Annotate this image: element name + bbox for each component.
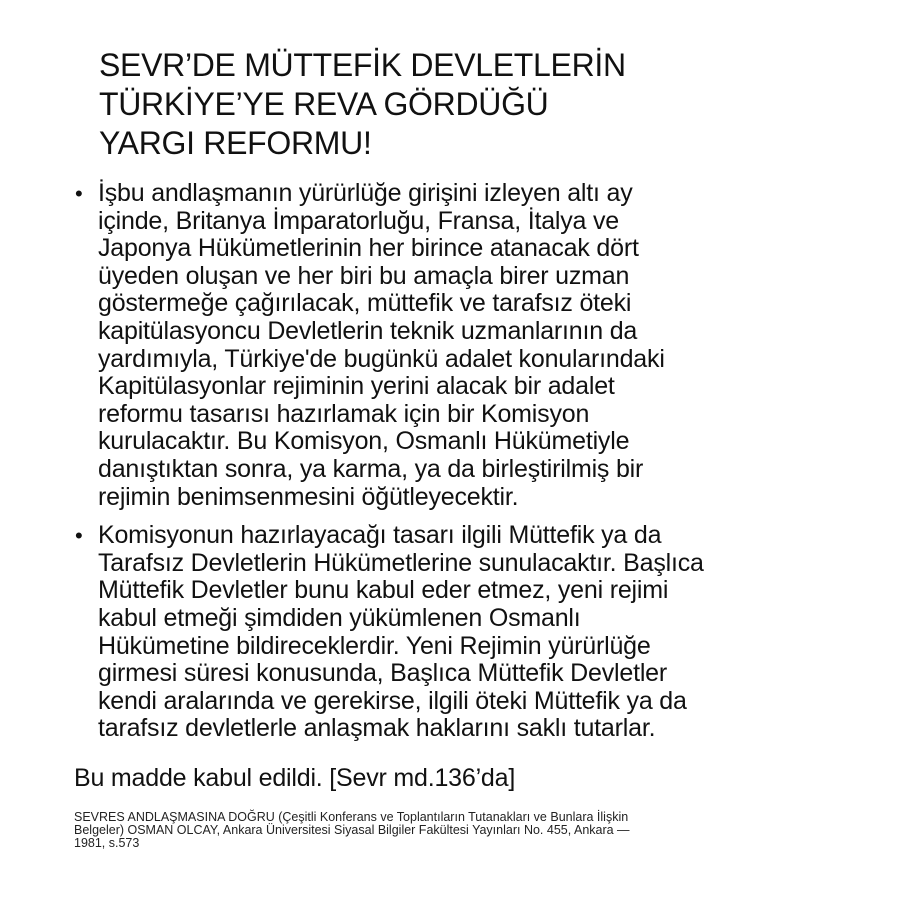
- bullet-text-line: rejimin benimsenmesini öğütleyecektir.: [98, 482, 519, 511]
- bullet-text-line: Japonya Hükümetlerinin her birince atanacak dört: [98, 234, 639, 263]
- bullet-text-line: içinde, Britanya İmparatorluğu, Fransa, İtalya ve: [98, 206, 620, 235]
- bullet-text-line: girmesi süresi konusunda, Başlıca Müttefik Devletler: [98, 659, 668, 688]
- title-line: TÜRKİYE’YE REVA GÖRDÜĞÜ: [99, 86, 549, 122]
- title-line: YARGI REFORMU!: [99, 125, 372, 161]
- bullet-icon: •: [75, 523, 83, 549]
- bullet-text-line: kurulacaktır. Bu Komisyon, Osmanlı Hükümetiyle: [98, 427, 630, 456]
- bullet-list: [74, 180, 844, 754]
- bullet-text-line: kapitülasyoncu Devletlerin teknik uzmanlarının da: [98, 316, 638, 345]
- bullet-text-line: Kapitülasyonlar rejiminin yerini alacak bir adalet: [98, 372, 615, 401]
- bullet-text-line: kabul etmeği şimdiden yükümlenen Osmanlı: [98, 603, 581, 632]
- bullet-text-line: reformu tasarısı hazırlamak için bir Komisyon: [98, 399, 590, 428]
- bullet-text-line: üyeden oluşan ve her biri bu amaçla birer uzman: [98, 261, 630, 290]
- bullet-text-line: İşbu andlaşmanın yürürlüğe girişini izleyen altı ay: [98, 179, 633, 207]
- bullet-text-line: göstermeğe çağırılacak, müttefik ve tarafsız öteki: [98, 289, 632, 318]
- bullet-item: [74, 522, 844, 743]
- slide-title: [99, 46, 819, 163]
- bullet-text-line: kendi aralarında ve gerekirse, ilgili öteki Müttefik ya da: [98, 686, 687, 715]
- source-line: 1981, s.573: [74, 836, 140, 850]
- bullet-text-line: Müttefik Devletler bunu kabul eder etmez, yeni rejimi: [98, 576, 669, 605]
- bullet-text-line: Komisyonun hazırlayacağı tasarı ilgili Müttefik ya da: [98, 521, 662, 550]
- bullet-item: [74, 180, 844, 511]
- closing-statement: Bu madde kabul edildi. [Sevr md.136’da]: [74, 764, 516, 792]
- bullet-text-line: tarafsız devletlerle anlaşmak haklarını saklı tutarlar.: [98, 714, 656, 743]
- bullet-icon: •: [75, 181, 83, 206]
- bullet-text-line: Hükümetine bildireceklerdir. Yeni Rejimin yürürlüğe: [98, 631, 651, 660]
- bullet-text-line: Tarafsız Devletlerin Hükümetlerine sunulacaktır. Başlıca: [98, 548, 704, 577]
- bullet-text-line: yardımıyla, Türkiye'de bugünkü adalet konularındaki: [98, 344, 665, 373]
- bullet-text-line: danıştıktan sonra, ya karma, ya da birleştirilmiş bir: [98, 454, 644, 483]
- source-line: SEVRES ANDLAŞMASINA DOĞRU (Çeşitli Konferans ve Toplantıların Tutanakları ve Bunlara İlişkin: [74, 810, 629, 824]
- title-line: SEVR’DE MÜTTEFİK DEVLETLERİN: [99, 47, 626, 83]
- source-line: Belgeler) OSMAN OLCAY, Ankara Üniversitesi Siyasal Bilgiler Fakültesi Yayınları No. 455, Ankara —: [74, 823, 630, 837]
- source-citation: [74, 811, 814, 850]
